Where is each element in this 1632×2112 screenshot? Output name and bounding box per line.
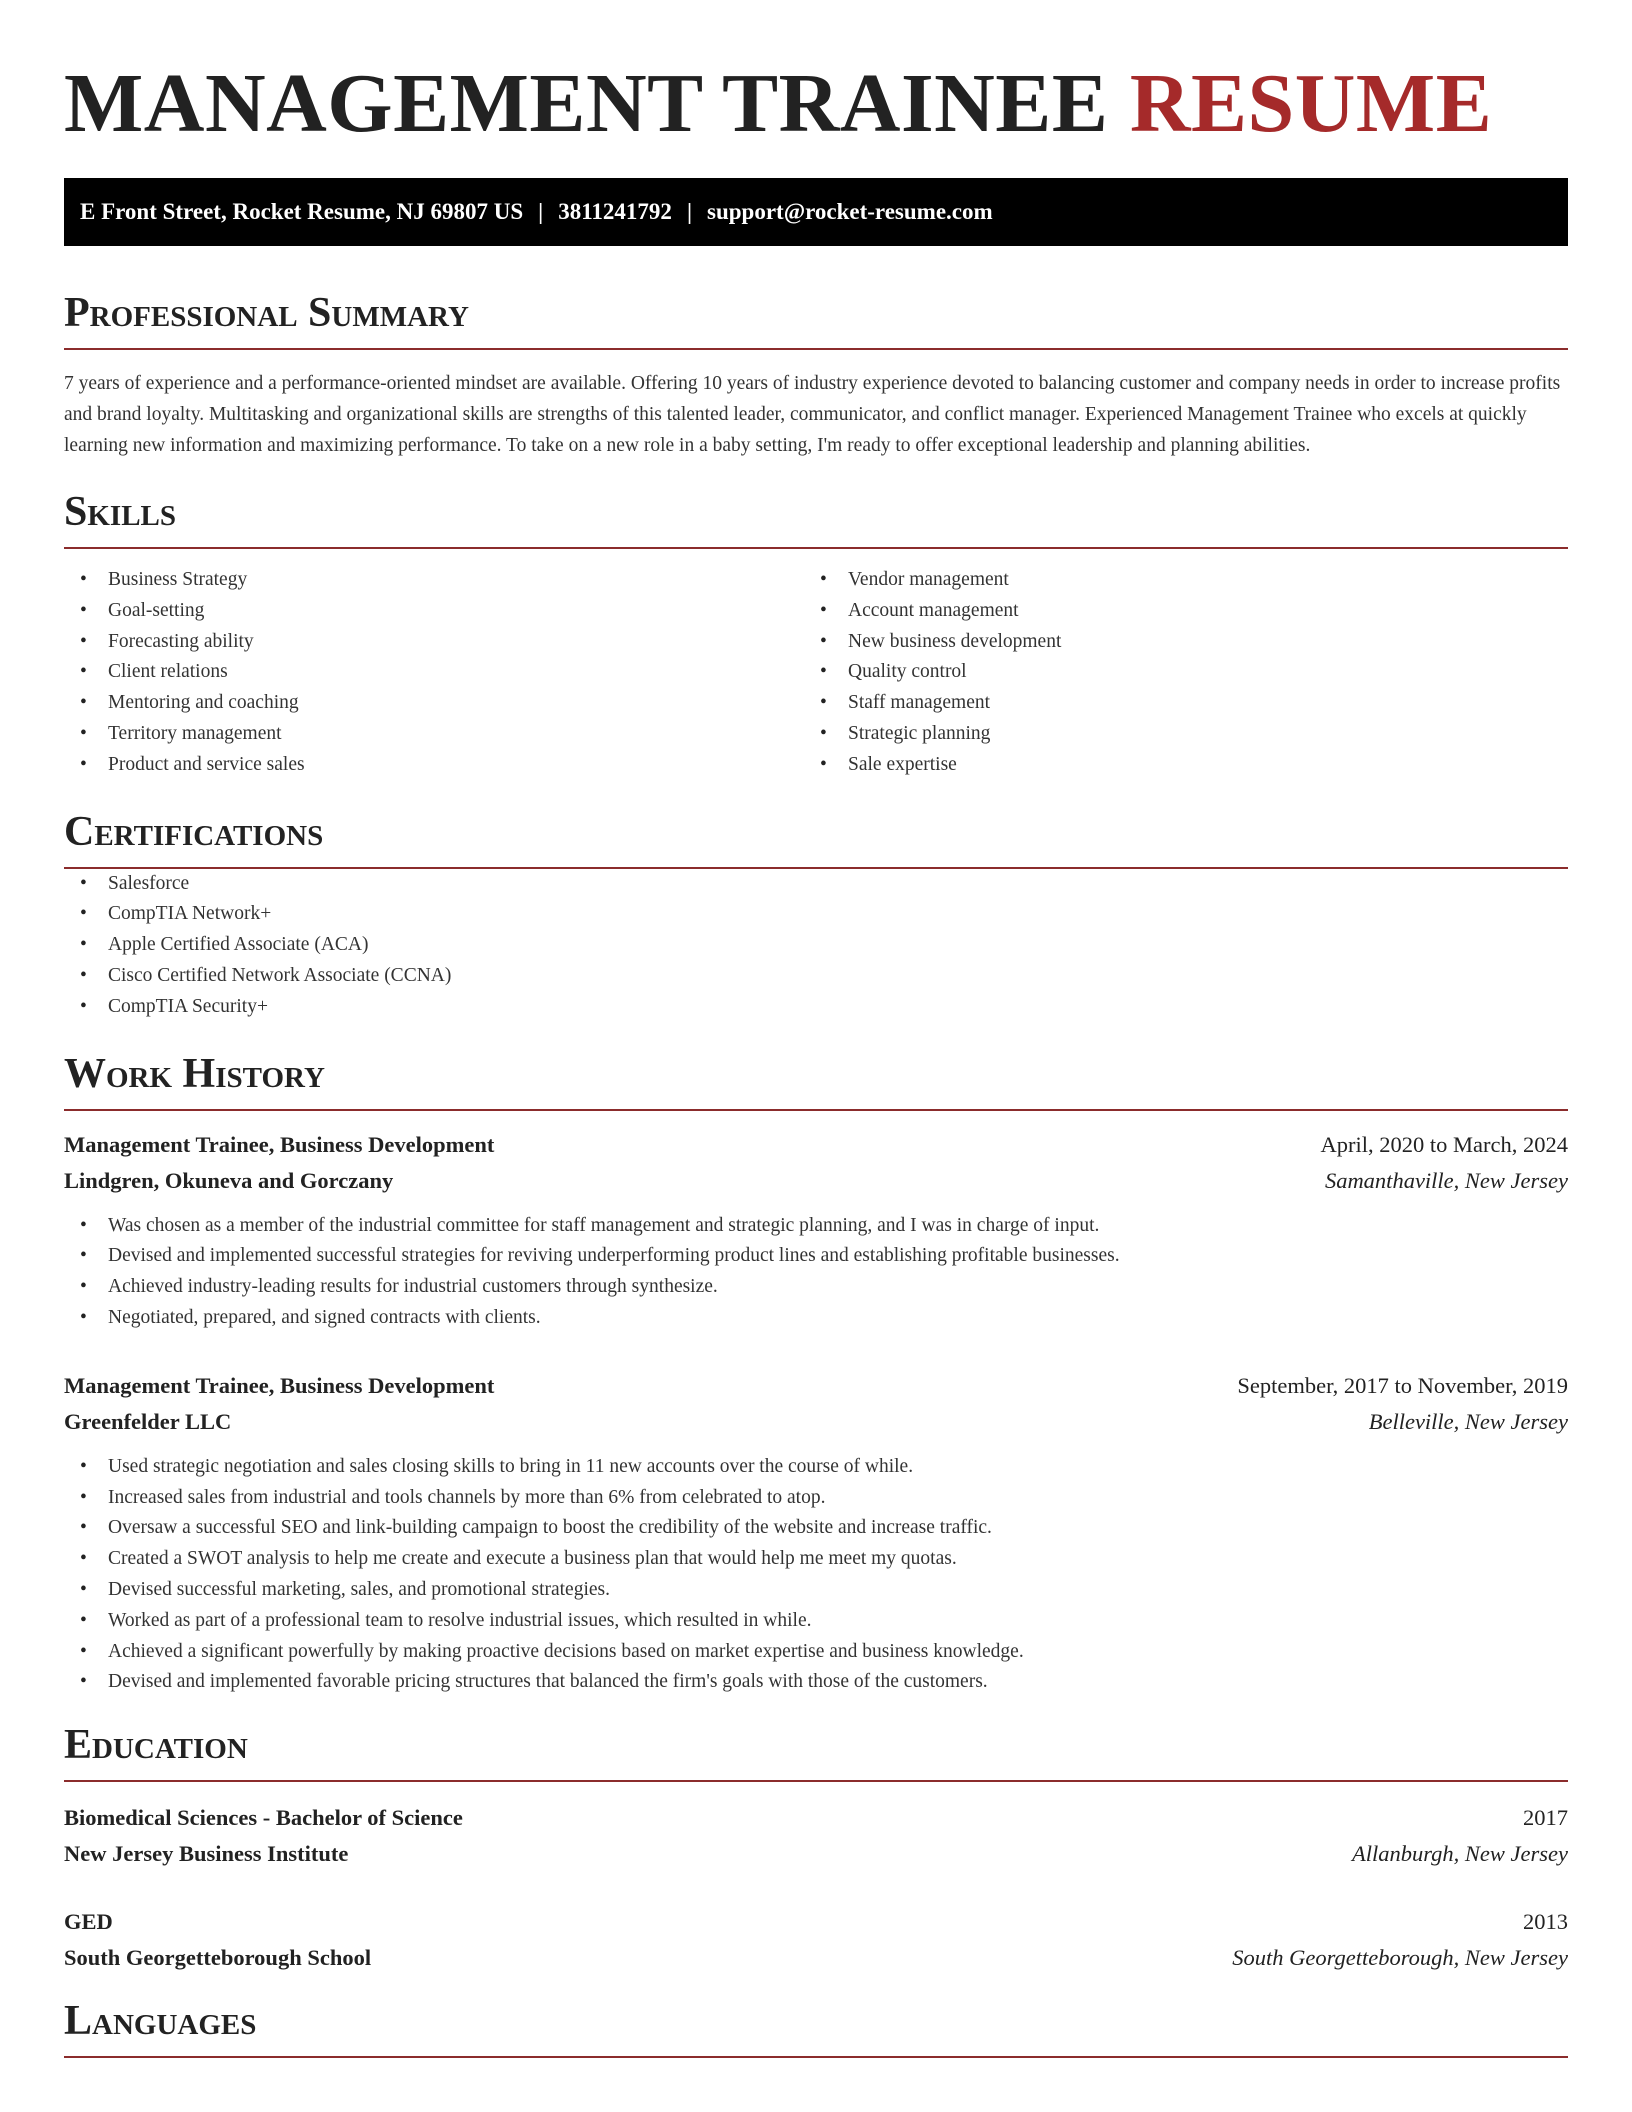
education-entry xyxy=(64,1904,1568,1976)
job-duty: • Achieved industry-leading results for industrial customers through synthesize. xyxy=(64,1272,1568,1303)
education-degree: Biomedical Sciences - Bachelor of Science xyxy=(64,1805,463,1831)
work-history-heading: Work History xyxy=(64,1049,1568,1111)
education-heading: Education xyxy=(64,1720,1568,1782)
skill-item: • Forecasting ability xyxy=(64,627,804,658)
job-dates: September, 2017 to November, 2019 xyxy=(1237,1372,1568,1398)
job-title: Management Trainee, Business Development xyxy=(64,1372,495,1398)
resume-title xyxy=(64,58,1568,150)
summary-text: 7 years of experience and a performance-oriented mindset are available. Offering 10 years of industry experience devoted to balancing customer and company needs in order to increase profits and brand loyalty. Multitasking and organizational skills are strengths of this talented leader, communicator, and conflict manager. Experienced Management Trainee who excels at quickly learning new information and maximizing performance. To take on a new role in a baby setting, I'm ready to offer exceptional leadership and planning abilities. xyxy=(64,373,1561,456)
job-duty: • Negotiated, prepared, and signed contracts with clients. xyxy=(64,1303,1568,1334)
contact-separator: | xyxy=(686,199,693,224)
job-duty: • Devised and implemented favorable pricing structures that balanced the firm's goals with those of the customers. xyxy=(64,1667,1568,1698)
title-accent: RESUME xyxy=(1129,57,1493,150)
job-dates: April, 2020 to March, 2024 xyxy=(1320,1131,1568,1157)
job-duty: • Devised and implemented successful strategies for reviving underperforming product lines and establishing profitable businesses. xyxy=(64,1241,1568,1272)
skills-columns xyxy=(64,565,1568,781)
skill-item: • Staff management xyxy=(804,688,1544,719)
certifications-list xyxy=(64,869,1568,1023)
job-entry xyxy=(64,1368,1568,1698)
skill-item: • Strategic planning xyxy=(804,719,1544,750)
skill-item: • Quality control xyxy=(804,657,1544,688)
skills-column-right xyxy=(804,565,1544,781)
certifications-section xyxy=(64,807,1568,1023)
job-duty: • Oversaw a successful SEO and link-building campaign to boost the credibility of the website and increase traffic. xyxy=(64,1513,1568,1544)
resume-page xyxy=(64,0,1568,2058)
education-degree-row xyxy=(64,1800,1568,1836)
languages-section xyxy=(64,1996,1568,2058)
education-school: South Georgetteborough School xyxy=(64,1945,372,1971)
work-history-section xyxy=(64,1049,1568,1699)
skills-list-right xyxy=(804,565,1544,781)
job-location: Samanthaville, New Jersey xyxy=(1324,1167,1568,1193)
skills-list-left xyxy=(64,565,804,781)
education-location: Allanburgh, New Jersey xyxy=(1351,1841,1568,1867)
skill-item: • Product and service sales xyxy=(64,750,804,781)
job-title: Management Trainee, Business Development xyxy=(64,1131,495,1157)
education-year: 2013 xyxy=(1523,1909,1568,1935)
certification-item: • CompTIA Security+ xyxy=(64,992,1568,1023)
contact-phone: 3811241792 xyxy=(558,199,672,224)
job-duties-list xyxy=(64,1211,1568,1334)
job-company-row xyxy=(64,1404,1568,1440)
skill-item: • Mentoring and coaching xyxy=(64,688,804,719)
job-duty: • Used strategic negotiation and sales closing skills to bring in 11 new accounts over the course of while. xyxy=(64,1452,1568,1483)
contact-address: E Front Street, Rocket Resume, NJ 69807 US xyxy=(80,199,524,224)
skill-item: • Business Strategy xyxy=(64,565,804,596)
education-school: New Jersey Business Institute xyxy=(64,1841,349,1867)
certification-item: • Salesforce xyxy=(64,869,1568,900)
education-entry xyxy=(64,1800,1568,1872)
languages-heading: Languages xyxy=(64,1996,1568,2058)
skills-section xyxy=(64,487,1568,781)
skill-item: • Client relations xyxy=(64,657,804,688)
certification-item: • Apple Certified Associate (ACA) xyxy=(64,930,1568,961)
job-title-row xyxy=(64,1368,1568,1404)
skills-column-left xyxy=(64,565,804,781)
job-duty: • Devised successful marketing, sales, and promotional strategies. xyxy=(64,1575,1568,1606)
title-main: MANAGEMENT TRAINEE xyxy=(64,57,1109,150)
certification-item: • Cisco Certified Network Associate (CCNA) xyxy=(64,961,1568,992)
contact-bar xyxy=(64,178,1568,246)
skill-item: • Account management xyxy=(804,596,1544,627)
skill-item: • Vendor management xyxy=(804,565,1544,596)
certification-item: • CompTIA Network+ xyxy=(64,899,1568,930)
summary-section xyxy=(64,288,1568,461)
job-company: Lindgren, Okuneva and Gorczany xyxy=(64,1167,394,1193)
summary-heading: Professional Summary xyxy=(64,288,1568,350)
job-duty: • Was chosen as a member of the industrial committee for staff management and strategic planning, and I was in charge of input. xyxy=(64,1211,1568,1242)
job-entry xyxy=(64,1127,1568,1334)
skill-item: • Sale expertise xyxy=(804,750,1544,781)
contact-separator: | xyxy=(538,199,544,224)
education-degree: GED xyxy=(64,1909,113,1935)
education-section xyxy=(64,1720,1568,1976)
job-duty: • Worked as part of a professional team to resolve industrial issues, which resulted in while. xyxy=(64,1606,1568,1637)
job-duty: • Created a SWOT analysis to help me create and execute a business plan that would help me meet my quotas. xyxy=(64,1544,1568,1575)
education-degree-row xyxy=(64,1904,1568,1940)
skill-item: • Territory management xyxy=(64,719,804,750)
job-company-row xyxy=(64,1163,1568,1199)
job-duties-list xyxy=(64,1452,1568,1698)
skills-heading: Skills xyxy=(64,487,1568,549)
job-company: Greenfelder LLC xyxy=(64,1408,232,1434)
job-duty: • Achieved a significant powerfully by making proactive decisions based on market expertise and business knowledge. xyxy=(64,1637,1568,1668)
certifications-heading: Certifications xyxy=(64,807,1568,869)
education-year: 2017 xyxy=(1523,1805,1568,1831)
education-school-row xyxy=(64,1836,1568,1872)
education-location: South Georgetteborough, New Jersey xyxy=(1232,1945,1568,1971)
skill-item: • Goal-setting xyxy=(64,596,804,627)
contact-email: support@rocket-resume.com xyxy=(707,199,993,224)
job-duty: • Increased sales from industrial and tools channels by more than 6% from celebrated to atop. xyxy=(64,1483,1568,1514)
job-location: Belleville, New Jersey xyxy=(1368,1408,1568,1434)
education-school-row xyxy=(64,1940,1568,1976)
skill-item: • New business development xyxy=(804,627,1544,658)
job-title-row xyxy=(64,1127,1568,1163)
